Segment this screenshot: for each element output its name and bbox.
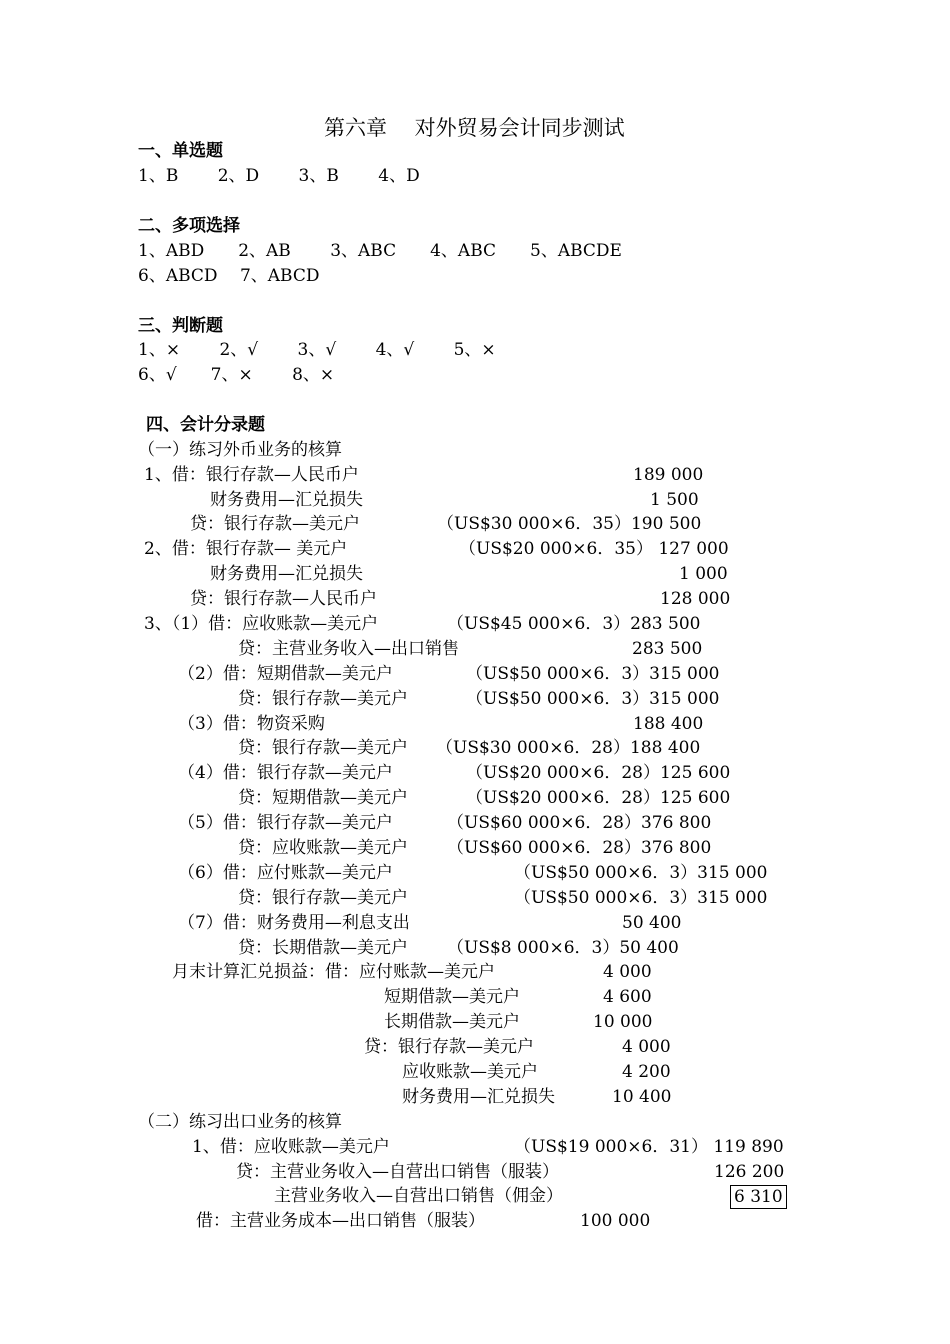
entry-calc: （US$50 000×6．3）315 000 (466, 689, 720, 709)
section-heading-true-false: 三、判断题 (138, 316, 223, 336)
section-heading-journal-entries: 四、会计分录题 (146, 415, 265, 435)
entry-account: （3）借：物资采购 (178, 714, 325, 734)
entry-account: 贷：银行存款—美元户 (190, 514, 360, 534)
entry-amount: 4 200 (622, 1062, 671, 1082)
entry-calc: （US$30 000×6．35）190 500 (437, 514, 702, 534)
entry-calc: （US$19 000×6．31） 119 890 (514, 1137, 784, 1157)
entry-amount: 50 400 (622, 913, 682, 933)
entry-amount: 4 000 (603, 962, 652, 982)
entry-amount: 1 500 (650, 490, 699, 510)
entry-account: 财务费用—汇兑损失 (210, 564, 363, 584)
entry-amount: 188 400 (633, 714, 704, 734)
entry-account: （2）借：短期借款—美元户 (178, 664, 393, 684)
section-heading-single-choice: 一、单选题 (138, 141, 223, 161)
entry-amount: 4 600 (603, 987, 652, 1007)
entry-account: 贷：主营业务收入—出口销售 (238, 639, 459, 659)
entry-calc: （US$50 000×6．3）315 000 (514, 863, 768, 883)
entry-calc: （US$50 000×6．3）315 000 (466, 664, 720, 684)
entry-account: 月末计算汇兑损益：借：应付账款—美元户 (172, 962, 495, 982)
entry-amount: 1 000 (679, 564, 728, 584)
entry-calc: （US$30 000×6．28）188 400 (436, 738, 701, 758)
entry-calc: （US$8 000×6．3）50 400 (447, 938, 679, 958)
entry-amount: 126 200 (714, 1162, 785, 1182)
entry-amount: 189 000 (633, 465, 704, 485)
entry-account: 主营业务收入—自营出口销售（佣金） (274, 1186, 563, 1206)
entry-account: 借：主营业务成本—出口销售（服装） (196, 1211, 485, 1231)
entry-amount: 128 000 (660, 589, 731, 609)
entry-calc: （US$60 000×6．28）376 800 (447, 813, 712, 833)
entry-account: 长期借款—美元户 (384, 1012, 520, 1032)
answer-line: 1、B 2、D 3、B 4、D (138, 166, 420, 186)
entry-account: 贷：银行存款—美元户 (238, 738, 408, 758)
subsection-title: （一）练习外币业务的核算 (138, 440, 342, 460)
entry-account: 1、借：应收账款—美元户 (192, 1137, 390, 1157)
entry-account: 贷：主营业务收入—自营出口销售（服装） (236, 1162, 559, 1182)
entry-amount: 283 500 (632, 639, 703, 659)
section-heading-multi-choice: 二、多项选择 (138, 216, 240, 236)
entry-account: （6）借：应付账款—美元户 (178, 863, 393, 883)
entry-calc: （US$50 000×6．3）315 000 (514, 888, 768, 908)
entry-account: （7）借：财务费用—利息支出 (178, 913, 410, 933)
page-title: 第六章 对外贸易会计同步测试 (324, 116, 625, 140)
subsection-title: （二）练习出口业务的核算 (138, 1112, 342, 1132)
entry-amount: 10 000 (593, 1012, 653, 1032)
entry-account: 贷：应收账款—美元户 (238, 838, 408, 858)
entry-calc: （US$20 000×6．28）125 600 (466, 788, 731, 808)
entry-account: 贷：银行存款—美元户 (238, 888, 408, 908)
entry-account: 2、借：银行存款— 美元户 (144, 539, 348, 559)
answer-line: 1、ABD 2、AB 3、ABC 4、ABC 5、ABCDE (138, 241, 622, 261)
entry-amount: 4 000 (622, 1037, 671, 1057)
entry-account: 短期借款—美元户 (384, 987, 520, 1007)
entry-account: 1、借：银行存款—人民币户 (144, 465, 359, 485)
entry-amount: 100 000 (580, 1211, 651, 1231)
entry-account: 贷：长期借款—美元户 (238, 938, 408, 958)
entry-account: 贷：银行存款—美元户 (238, 689, 408, 709)
entry-account: 3、（1）借：应收账款—美元户 (144, 614, 379, 634)
answer-line: 1、× 2、√ 3、√ 4、√ 5、× (138, 340, 496, 360)
entry-calc: （US$20 000×6．35） 127 000 (459, 539, 729, 559)
entry-account: 贷：短期借款—美元户 (238, 788, 408, 808)
answer-line: 6、ABCD 7、ABCD (138, 266, 320, 286)
entry-account: 应收账款—美元户 (402, 1062, 538, 1082)
entry-account: 财务费用—汇兑损失 (402, 1087, 555, 1107)
entry-amount-boxed: 6 310 (730, 1185, 787, 1209)
entry-calc: （US$60 000×6．28）376 800 (447, 838, 712, 858)
answer-line: 6、√ 7、× 8、× (138, 365, 335, 385)
entry-calc: （US$45 000×6．3）283 500 (447, 614, 701, 634)
entry-account: （5）借：银行存款—美元户 (178, 813, 393, 833)
entry-account: 贷：银行存款—人民币户 (190, 589, 377, 609)
entry-amount: 10 400 (612, 1087, 672, 1107)
entry-account: 财务费用—汇兑损失 (210, 490, 363, 510)
entry-account: 贷：银行存款—美元户 (364, 1037, 534, 1057)
entry-calc: （US$20 000×6．28）125 600 (466, 763, 731, 783)
entry-account: （4）借：银行存款—美元户 (178, 763, 393, 783)
